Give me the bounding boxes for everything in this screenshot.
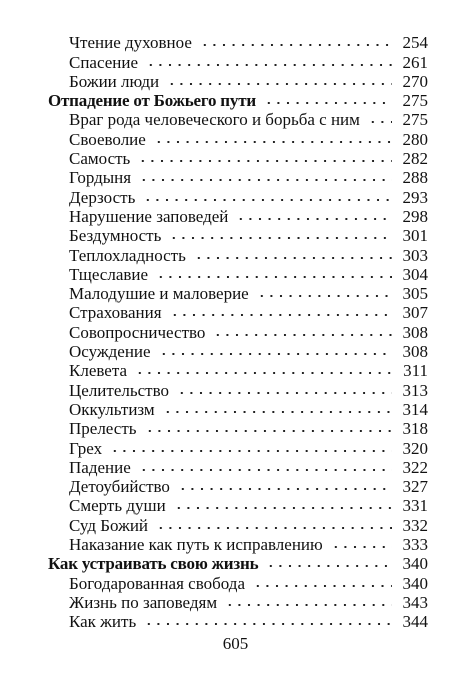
dot-leader [146, 63, 392, 67]
toc-entry-page: 261 [402, 52, 428, 72]
toc-entry-title: Осуждение [69, 342, 151, 362]
toc-entry-title: Страхования [69, 303, 162, 323]
toc-entry-page: 270 [402, 71, 428, 91]
toc-entry-page: 293 [402, 187, 428, 207]
toc-entry [48, 496, 428, 515]
toc-entry [48, 380, 428, 399]
toc-entry [48, 477, 428, 496]
toc-entry-page: 275 [402, 110, 428, 130]
toc-entry-title: Бездумность [69, 226, 162, 246]
dot-leader [266, 564, 392, 568]
toc-entry-page: 304 [402, 264, 428, 284]
toc-entry [48, 129, 428, 148]
toc-entry-page: 280 [402, 129, 428, 149]
toc-entry [48, 187, 428, 206]
toc-entry-page: 301 [402, 226, 428, 246]
dot-leader [167, 82, 392, 86]
toc-entry [48, 52, 428, 71]
dot-leader [177, 391, 392, 395]
toc-entry-title: Детоубийство [69, 477, 170, 497]
dot-leader [139, 468, 392, 472]
toc-section-heading [48, 91, 428, 110]
toc-entry-page: 332 [402, 515, 428, 535]
toc-entry-page: 303 [402, 245, 428, 265]
toc-entry-title: Клевета [69, 361, 128, 381]
dot-leader [145, 429, 392, 433]
toc-entry [48, 535, 428, 554]
toc-entry-title: Как устраивать свою жизнь [48, 554, 259, 574]
dot-leader [236, 217, 392, 221]
toc-entry [48, 72, 428, 91]
toc-entry-title: Дерзость [69, 187, 136, 207]
toc-entry-page: 322 [402, 457, 428, 477]
dot-leader [170, 313, 392, 317]
toc-entry-title: Прелесть [69, 419, 137, 439]
dot-leader [139, 178, 392, 182]
toc-entry [48, 361, 428, 380]
toc-entry-page: 254 [402, 33, 428, 53]
toc-entry-title: Богодарованная свобода [69, 573, 245, 593]
dot-leader [154, 140, 392, 144]
toc-entry-title: Враг рода человеческого и борьба с ним [69, 110, 360, 130]
toc-entry-title: Малодушие и маловерие [69, 284, 249, 304]
toc-entry [48, 265, 428, 284]
toc-entry-title: Оккультизм [69, 399, 155, 419]
toc-entry [48, 515, 428, 534]
toc-entry-page: 318 [402, 419, 428, 439]
dot-leader [110, 449, 392, 453]
toc-entry-page: 344 [402, 612, 428, 632]
dot-leader [253, 584, 392, 588]
toc-entry [48, 322, 428, 341]
dot-leader [174, 506, 392, 510]
toc-entry-page: 331 [402, 496, 428, 516]
toc-entry [48, 303, 428, 322]
toc-entry-title: Жизнь по заповедям [69, 592, 218, 612]
toc-entry-title: Суд Божий [69, 515, 149, 535]
toc-entry [48, 284, 428, 303]
toc-entry-title: Теплохладность [69, 245, 186, 265]
toc-section-heading [48, 554, 428, 573]
dot-leader [331, 545, 392, 549]
toc-entry-title: Божии люди [69, 71, 160, 91]
toc-entry-page: 313 [402, 380, 428, 400]
toc-entry [48, 207, 428, 226]
dot-leader [200, 43, 392, 47]
dot-leader [159, 352, 392, 356]
dot-leader [225, 603, 392, 607]
toc-entry [48, 33, 428, 52]
toc-entry-title: Падение [69, 457, 131, 477]
toc-entry [48, 438, 428, 457]
toc-entry-page: 298 [402, 206, 428, 226]
toc-entry [48, 168, 428, 187]
toc-entry-page: 307 [402, 303, 428, 323]
toc-entry [48, 110, 428, 129]
toc-entry-page: 320 [402, 438, 428, 458]
toc-entry-page: 314 [402, 399, 428, 419]
toc-entry-page: 305 [402, 284, 428, 304]
dot-leader [257, 294, 392, 298]
toc-entry-page: 308 [402, 342, 428, 362]
table-of-contents [48, 33, 428, 631]
toc-entry [48, 226, 428, 245]
toc-entry [48, 573, 428, 592]
dot-leader [156, 275, 392, 279]
toc-entry-title: Грех [69, 438, 103, 458]
toc-entry [48, 149, 428, 168]
toc-entry-title: Совопросничество [69, 322, 206, 342]
toc-entry [48, 419, 428, 438]
toc-entry-title: Нарушение заповедей [69, 206, 229, 226]
toc-entry [48, 593, 428, 612]
toc-entry-page: 308 [402, 322, 428, 342]
toc-entry-title: Самость [69, 149, 131, 169]
toc-entry-page: 340 [402, 573, 428, 593]
toc-entry [48, 612, 428, 631]
toc-entry-page: 282 [402, 149, 428, 169]
dot-leader [143, 198, 392, 202]
dot-leader [178, 487, 392, 491]
toc-entry-title: Отпадение от Божьего пути [48, 91, 256, 111]
page-number: 605 [222, 634, 249, 653]
dot-leader [135, 371, 392, 375]
toc-entry [48, 458, 428, 477]
toc-entry-page: 340 [402, 554, 428, 574]
toc-entry-title: Целительство [69, 380, 169, 400]
dot-leader [138, 159, 392, 163]
toc-entry [48, 400, 428, 419]
dot-leader [169, 236, 392, 240]
toc-entry [48, 342, 428, 361]
toc-entry-title: Гордыня [69, 168, 132, 188]
toc-entry-title: Спасение [69, 52, 139, 72]
toc-entry-page: 327 [402, 477, 428, 497]
toc-entry-page: 343 [402, 592, 428, 612]
dot-leader [264, 101, 392, 105]
toc-entry-title: Смерть души [69, 496, 166, 516]
toc-entry-page: 288 [402, 168, 428, 188]
toc-entry [48, 245, 428, 264]
dot-leader [144, 622, 392, 626]
dot-leader [163, 410, 392, 414]
toc-entry-title: Чтение духовное [69, 33, 192, 53]
dot-leader [368, 120, 392, 124]
toc-entry-title: Своеволие [69, 129, 146, 149]
toc-entry-page: 311 [403, 361, 428, 381]
dot-leader [194, 256, 392, 260]
toc-entry-title: Как жить [69, 612, 137, 632]
dot-leader [156, 526, 392, 530]
dot-leader [213, 333, 392, 337]
toc-entry-page: 275 [402, 91, 428, 111]
toc-entry-title: Наказание как путь к исправлению [69, 535, 323, 555]
toc-entry-page: 333 [402, 535, 428, 555]
toc-entry-title: Тщеславие [69, 264, 149, 284]
